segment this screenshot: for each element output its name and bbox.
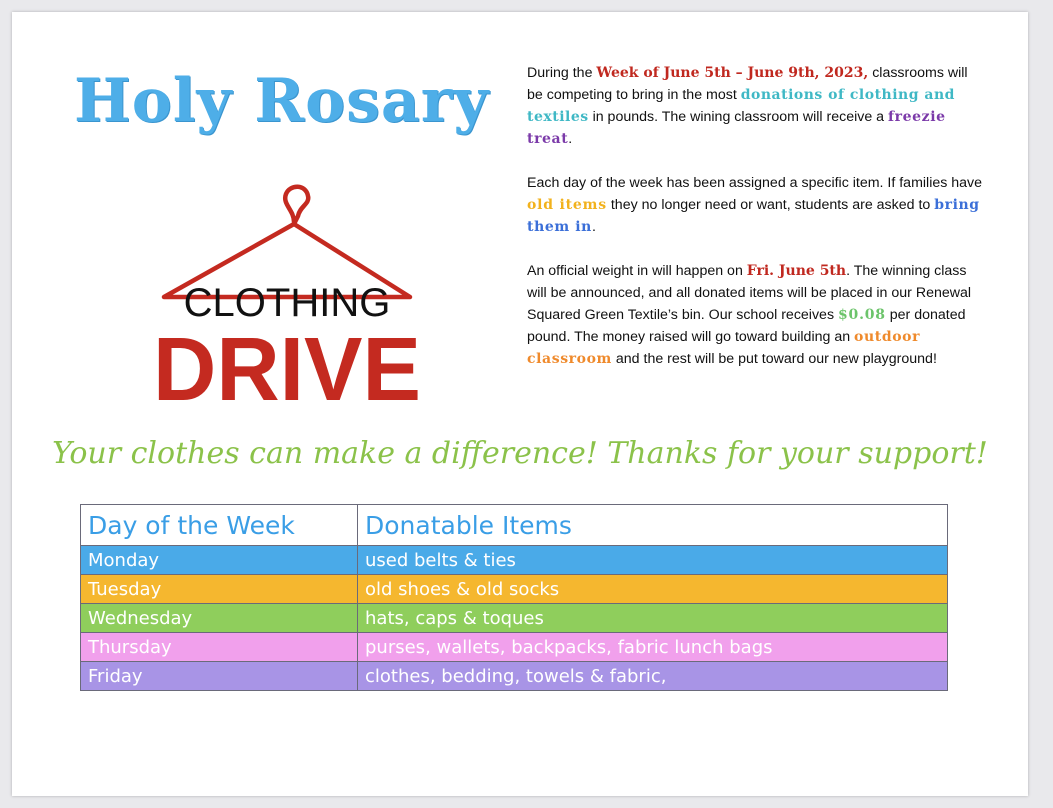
- page-title: Holy Rosary: [74, 66, 490, 136]
- donation-schedule-table: [80, 504, 948, 691]
- table-row: [81, 546, 948, 575]
- text-run: they no longer need or want, students are asked to: [606, 197, 935, 213]
- table-row: [81, 604, 948, 633]
- day-cell: Friday: [81, 662, 358, 691]
- bring-highlight: bring them in: [527, 197, 980, 235]
- table-row: [81, 633, 948, 662]
- text-run: classrooms will be competing to bring in the most: [527, 65, 968, 103]
- text-run: An official weight in will happen on: [527, 263, 747, 279]
- day-cell: Tuesday: [81, 575, 358, 604]
- day-cell: Thursday: [81, 633, 358, 662]
- text-run: .: [591, 219, 596, 235]
- tagline: Your clothes can make a difference! Thanks for your support!: [52, 436, 988, 471]
- items-cell: clothes, bedding, towels & fabric,: [358, 662, 948, 691]
- donations-highlight: donations of clothing and textiles: [527, 87, 955, 125]
- money-highlight: $0.08: [837, 307, 886, 323]
- day-cell: Monday: [81, 546, 358, 575]
- header-items: Donatable Items: [358, 505, 948, 546]
- text-run: .: [568, 131, 573, 147]
- intro-paragraph-1: [527, 62, 987, 150]
- weigh-in-date: Fri. June 5th: [746, 263, 847, 279]
- text-run: and the rest will be put toward our new playground!: [611, 351, 937, 367]
- day-cell: Wednesday: [81, 604, 358, 633]
- text-run: in pounds. The wining classroom will receive a: [588, 109, 889, 125]
- event-week: Week of June 5th – June 9th, 2023,: [596, 65, 869, 81]
- items-cell: old shoes & old socks: [358, 575, 948, 604]
- clothing-drive-logo: [142, 172, 432, 402]
- text-run: Each day of the week has been assigned a specific item. If families have: [527, 175, 983, 191]
- text-run: per donated pound. The money raised will go toward building an: [527, 307, 966, 345]
- table-row: [81, 575, 948, 604]
- text-run: . The winning class will be announced, and all donated items will be placed in our Renewal Squared Green Textile’s bin. Our school receives: [527, 263, 972, 323]
- intro-text: [527, 62, 987, 392]
- intro-paragraph-3: [527, 260, 987, 370]
- text-run: During the: [527, 65, 597, 81]
- items-cell: purses, wallets, backpacks, fabric lunch bags: [358, 633, 948, 662]
- treat-highlight: freezie treat: [527, 109, 946, 147]
- old-items-highlight: old items: [527, 197, 607, 213]
- table-header-row: [81, 505, 948, 546]
- logo-line2: DRIVE: [153, 320, 421, 402]
- outdoor-highlight: outdoor classroom: [527, 329, 921, 367]
- logo-line1: CLOTHING: [183, 281, 391, 325]
- header-day: Day of the Week: [81, 505, 358, 546]
- table-row: [81, 662, 948, 691]
- items-cell: hats, caps & toques: [358, 604, 948, 633]
- flyer-page: [12, 12, 1028, 796]
- items-cell: used belts & ties: [358, 546, 948, 575]
- intro-paragraph-2: [527, 172, 987, 238]
